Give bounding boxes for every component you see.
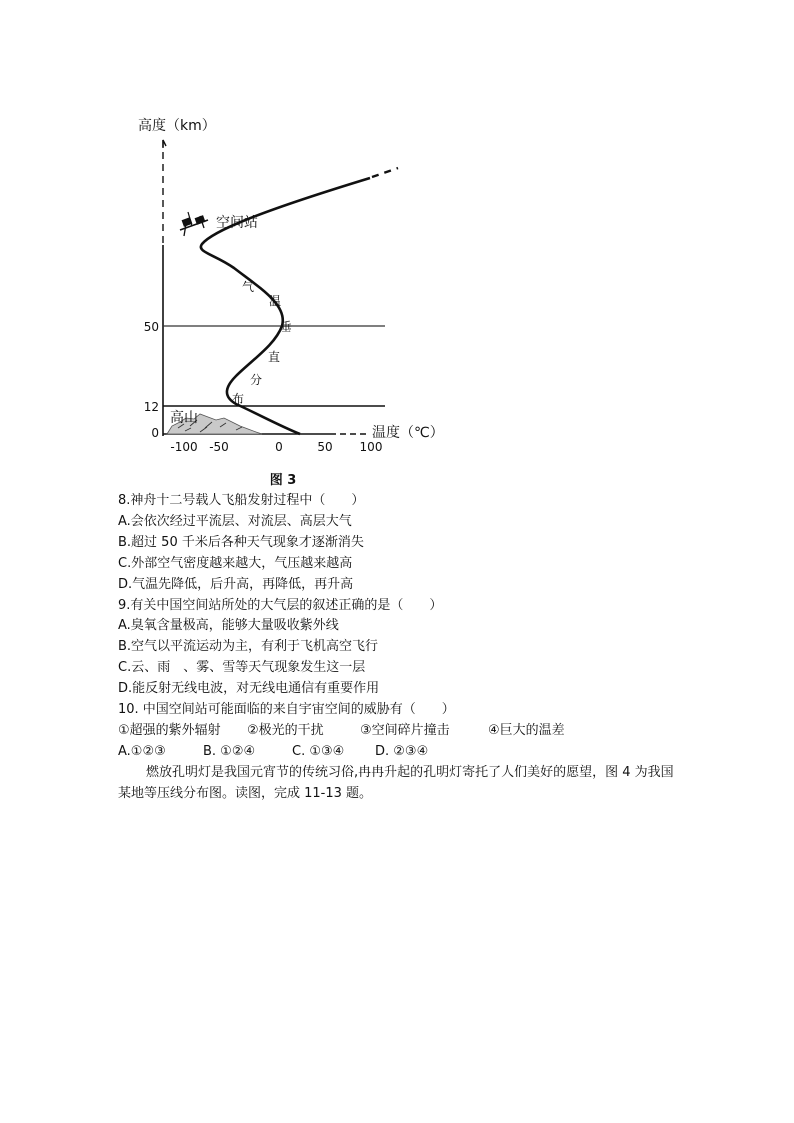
x-tick-100: 100	[359, 440, 383, 454]
figure-caption: 图 3	[269, 473, 297, 488]
curve-label-chui: 垂	[280, 320, 293, 334]
curve-label-wen: 温	[269, 294, 282, 308]
q8-option-c: C.外部空气密度越来越大，气压越来越高	[118, 555, 353, 571]
q8-stem: 8.神舟十二号载人飞船发射过程中（ ）	[118, 493, 365, 508]
y-tick-0: 0	[151, 426, 159, 440]
q8-option-d: D.气温先降低，后升高，再降低，再升高	[118, 576, 354, 592]
q9-stem: 9.有关中国空间站所处的大气层的叙述正确的是（ ）	[118, 597, 443, 613]
q10-item-2: ②极光的干扰	[247, 722, 324, 738]
curve-label-bu: 布	[232, 392, 245, 406]
x-tick-0: 0	[275, 440, 283, 454]
atmosphere-temperature-figure	[0, 0, 794, 470]
x-tick-50: 50	[317, 440, 333, 454]
y-axis-label: 高度（km）	[138, 118, 216, 134]
x-axis-label: 温度（℃）	[372, 425, 444, 441]
y-axis-top-mark	[163, 140, 166, 148]
curve-label-qi: 气	[242, 280, 255, 294]
passage-11-13: 燃放孔明灯是我国元宵节的传统习俗,冉冉升起的孔明灯寄托了人们美好的愿望，图 4 为我国某地等压线分布图。读图，完成 11-13 题。	[118, 764, 674, 801]
q10-options	[118, 742, 678, 763]
q8-option-a: A.会依次经过平流层、对流层、高层大气	[118, 513, 352, 529]
x-tick-minus100: -100	[170, 440, 198, 454]
q9-option-b: B.空气以平流运动为主，有利于飞机高空飞行	[118, 639, 379, 655]
question-block	[118, 491, 678, 805]
station-label: 空间站	[216, 215, 258, 231]
curve-dashed-end	[372, 168, 398, 177]
x-tick-minus50: -50	[209, 440, 229, 454]
q10-option-c: C. ①③④	[292, 743, 345, 759]
q8-option-b: B.超过 50 千米后各种天气现象才逐渐消失	[118, 534, 364, 550]
y-tick-50: 50	[143, 320, 159, 334]
mountain-label: 高山	[170, 410, 198, 426]
q10-item-1: ①超强的紫外辐射	[118, 722, 221, 738]
q10-item-3: ③空间碎片撞击	[360, 722, 450, 738]
q10-option-b: B. ①②④	[203, 743, 256, 759]
curve-label-fen: 分	[250, 373, 263, 387]
q10-items	[118, 721, 678, 742]
curve-label-zhi: 直	[268, 350, 281, 364]
q9-option-d: D.能反射无线电波，对无线电通信有重要作用	[118, 681, 380, 697]
q10-option-a: A.①②③	[118, 743, 166, 759]
q10-stem: 10. 中国空间站可能面临的来自宇宙空间的威胁有（ ）	[118, 702, 455, 718]
q9-option-c: C.云、雨 、雾、雪等天气现象发生这一层	[118, 660, 366, 676]
y-tick-12: 12	[143, 400, 159, 414]
space-station-icon	[180, 212, 208, 236]
q10-item-4: ④巨大的温差	[488, 722, 565, 738]
q9-option-a: A.臭氧含量极高，能够大量吸收紫外线	[118, 618, 339, 634]
q10-option-d: D. ②③④	[375, 743, 429, 759]
